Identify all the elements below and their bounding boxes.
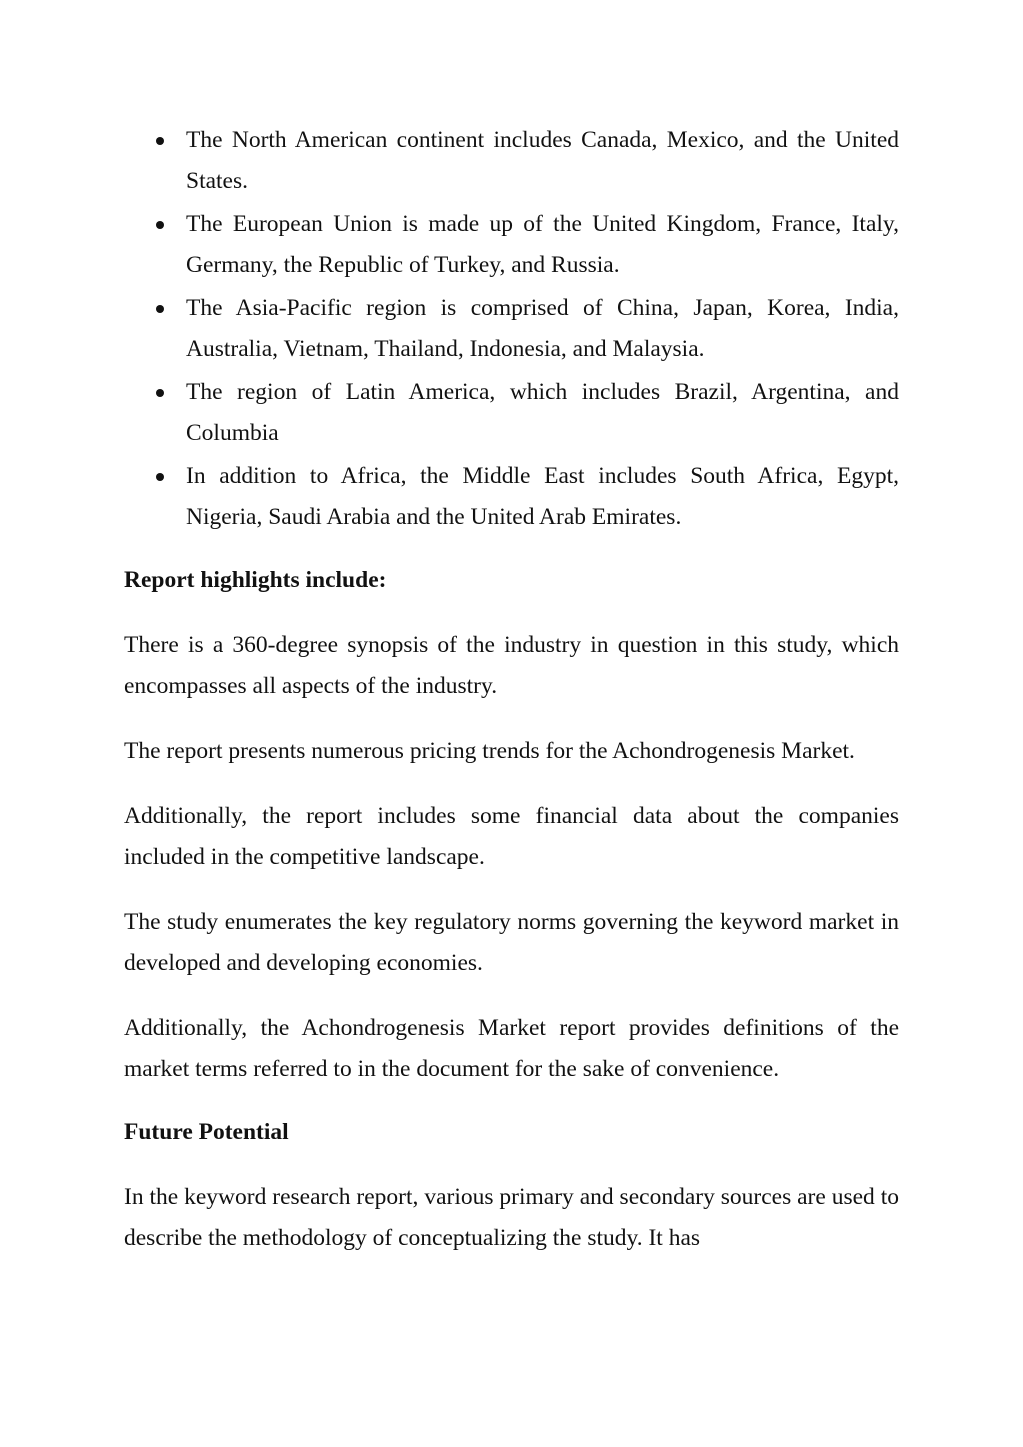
bullet-dot-icon <box>156 137 164 145</box>
highlight-paragraph: There is a 360-degree synopsis of the industry in question in this study, which encompasses all aspects of the industry. <box>124 632 899 699</box>
future-potential-paragraph: In the keyword research report, various primary and secondary sources are used to describe the methodology of conceptualizing the study. It has <box>124 1184 899 1251</box>
highlight-paragraph: Additionally, the Achondrogenesis Market report provides definitions of the market terms referred to in the document for the sake of convenience. <box>124 1015 899 1082</box>
bullet-dot-icon <box>156 305 164 313</box>
bullet-dot-icon <box>156 389 164 397</box>
future-potential-heading: Future Potential <box>124 1119 289 1145</box>
bullet-item <box>124 372 899 454</box>
bullet-dot-icon <box>156 473 164 481</box>
bullet-item <box>124 204 899 286</box>
bullet-text: The European Union is made up of the United Kingdom, France, Italy, Germany, the Republic of Turkey, and Russia. <box>186 211 899 278</box>
bullet-item <box>124 456 899 538</box>
bullet-item <box>124 288 899 370</box>
bullet-dot-icon <box>156 221 164 229</box>
bullet-text: The North American continent includes Canada, Mexico, and the United States. <box>186 127 899 194</box>
highlight-paragraph: The study enumerates the key regulatory norms governing the keyword market in developed and developing economies. <box>124 909 899 976</box>
region-bullet-list <box>124 120 899 538</box>
bullet-item <box>124 120 899 202</box>
highlights-heading: Report highlights include: <box>124 567 387 593</box>
highlight-paragraph: Additionally, the report includes some financial data about the companies included in the competitive landscape. <box>124 803 899 870</box>
bullet-text: The Asia-Pacific region is comprised of China, Japan, Korea, India, Australia, Vietnam, Thailand, Indonesia, and Malaysia. <box>186 295 899 362</box>
bullet-text: The region of Latin America, which includes Brazil, Argentina, and Columbia <box>186 379 899 446</box>
highlight-paragraph: The report presents numerous pricing trends for the Achondrogenesis Market. <box>124 738 855 764</box>
bullet-text: In addition to Africa, the Middle East includes South Africa, Egypt, Nigeria, Saudi Arabia and the United Arab Emirates. <box>186 463 899 530</box>
document-page <box>124 120 899 1259</box>
